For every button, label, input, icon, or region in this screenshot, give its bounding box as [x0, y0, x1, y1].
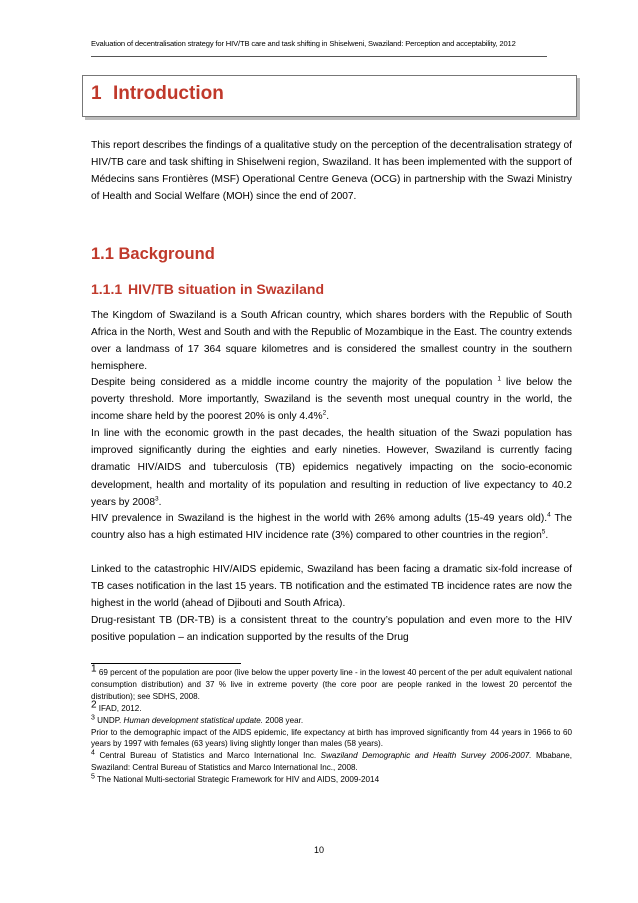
- footnote-mark: 3: [91, 713, 95, 721]
- footnote-separator: [91, 663, 241, 664]
- footnote-ref[interactable]: 5: [541, 528, 546, 536]
- footnote-2: [91, 699, 572, 715]
- footnote-mark: 2: [91, 699, 97, 711]
- paragraph-poverty: [91, 374, 572, 511]
- footnote-italic: Human development statistical update.: [123, 715, 264, 725]
- footnote-3-note: Prior to the demographic impact of the AIDS epidemic, life expectancy at birth has improved significantly from 44 years in 1966 to 60 years by 1997 with females (63 years) living slightly longer than males (58 years).: [91, 727, 572, 749]
- footnote-text: UNDP.: [94, 715, 124, 725]
- footnote-italic: Swaziland Demographic and Health Survey 2006-2007.: [320, 751, 532, 761]
- footnote-mark: 5: [91, 773, 95, 781]
- paragraph-kingdom: The Kingdom of Swaziland is a South African country, which shares borders with the Republic of South Africa in the North, West and South and with the Republic of Mozambique in the East. The country extends over a landmass of 17 364 square kilometres and is considered the smallest country in the southern hemisphere.: [91, 310, 572, 373]
- footnote-ref[interactable]: 2: [322, 409, 327, 417]
- running-header: Evaluation of decentralisation strategy for HIV/TB care and task shifting in Shiselweni, Swaziland: Perception and acceptability, 2012: [91, 39, 516, 48]
- footnote-4: [91, 750, 572, 774]
- paragraph-tb-increase: Linked to the catastrophic HIV/AIDS epidemic, Swaziland has been facing a dramatic six-fold increase of TB cases notification in the last 15 years. TB notification and the estimated TB incidence rates are now the highest in the world (ahead of Djibouti and South Africa).: [91, 564, 572, 610]
- footnote-ref[interactable]: 3: [155, 495, 159, 503]
- subsection-title: HIV/TB situation in Swaziland: [128, 281, 325, 297]
- paragraph-text: The country also has a high estimated HIV incidence rate (3%) compared to other countries in the region: [91, 513, 572, 542]
- footnote-mark: 1: [91, 663, 97, 675]
- footnote-text: The National Multi-sectorial Strategic Framework for HIV and AIDS, 2009-2014: [94, 775, 380, 785]
- footnote-3: [91, 715, 572, 727]
- footnote-text: 69 percent of the population are poor (live below the upper poverty line - in the lowest 40 percent of the per adult equivalent national consumption distribution) and 37 % live in extreme poverty (the core poor are people ranked in the lowest 20 percentof the distribution); see SDHS, 2008.: [91, 668, 572, 701]
- header-rule: [91, 56, 547, 57]
- paragraph-text: In line with the economic growth in the past decades, the health situation of the Swazi population has improved significantly during the eighties and early nineties. However, Swaziland is currently facing dramatic HIV/AIDS and tuberculosis (TB) epidemics negatively impacting on the socio-economic development, health and mortality of its population and resulting in reduction of live expectancy to 40.2 years by 2008: [91, 428, 572, 508]
- paragraph-text: HIV prevalence in Swaziland is the highest in the world with 26% among adults (15-49 years old).: [91, 513, 548, 524]
- footnote-text: Central Bureau of Statistics and Marco International Inc.: [94, 751, 321, 761]
- paragraph-text: .: [545, 530, 549, 542]
- footnote-text: Mbabane, Swaziland: Central Bureau of Statistics and Marco International Inc., 2008.: [91, 751, 572, 773]
- paragraph-hiv-prevalence: [91, 510, 572, 544]
- footnote-text: 2008 year.: [263, 715, 304, 725]
- subsection-number: 1.1.1: [91, 281, 123, 297]
- paragraph-text: live below the poverty threshold. More importantly, Swaziland is the seventh most unequal country in the world, the income share held by the poorest 20% is only 4.4%: [91, 377, 572, 423]
- footnotes: [91, 663, 572, 786]
- footnote-ref[interactable]: 4: [547, 511, 551, 519]
- background-heading: 1.1 Background: [91, 245, 215, 263]
- paragraph-text: .: [158, 496, 162, 508]
- page-number: 10: [313, 845, 324, 855]
- footnote-text: IFAD, 2012.: [96, 703, 142, 713]
- footnote-5: [91, 774, 572, 786]
- intro-paragraph: This report describes the findings of a qualitative study on the perception of the decentralisation strategy of HIV/TB care and task shifting in Shiselweni region, Swaziland. It has been implemented with the support of Médecins sans Frontières (MSF) Operational Centre Geneva (OCG) in partnership with the Swazi Ministry of Health and Social Welfare (MOH) since the end of 2007.: [91, 140, 572, 203]
- footnote-mark: 4: [91, 749, 95, 757]
- footnote-ref[interactable]: 1: [497, 375, 501, 383]
- paragraph-drug-resistant: Drug-resistant TB (DR-TB) is a consistent threat to the country’s population and even more to the HIV positive population – an indication supported by the results of the Drug: [91, 615, 572, 644]
- paragraph-text: Despite being considered as a middle income country the majority of the population: [91, 377, 493, 388]
- footnote-1: [91, 663, 572, 703]
- section-number: 1: [91, 83, 102, 104]
- section-title: Introduction: [113, 83, 224, 104]
- subsection-heading: [91, 281, 324, 297]
- paragraph-text: .: [326, 411, 330, 423]
- section-title-box: [82, 75, 577, 117]
